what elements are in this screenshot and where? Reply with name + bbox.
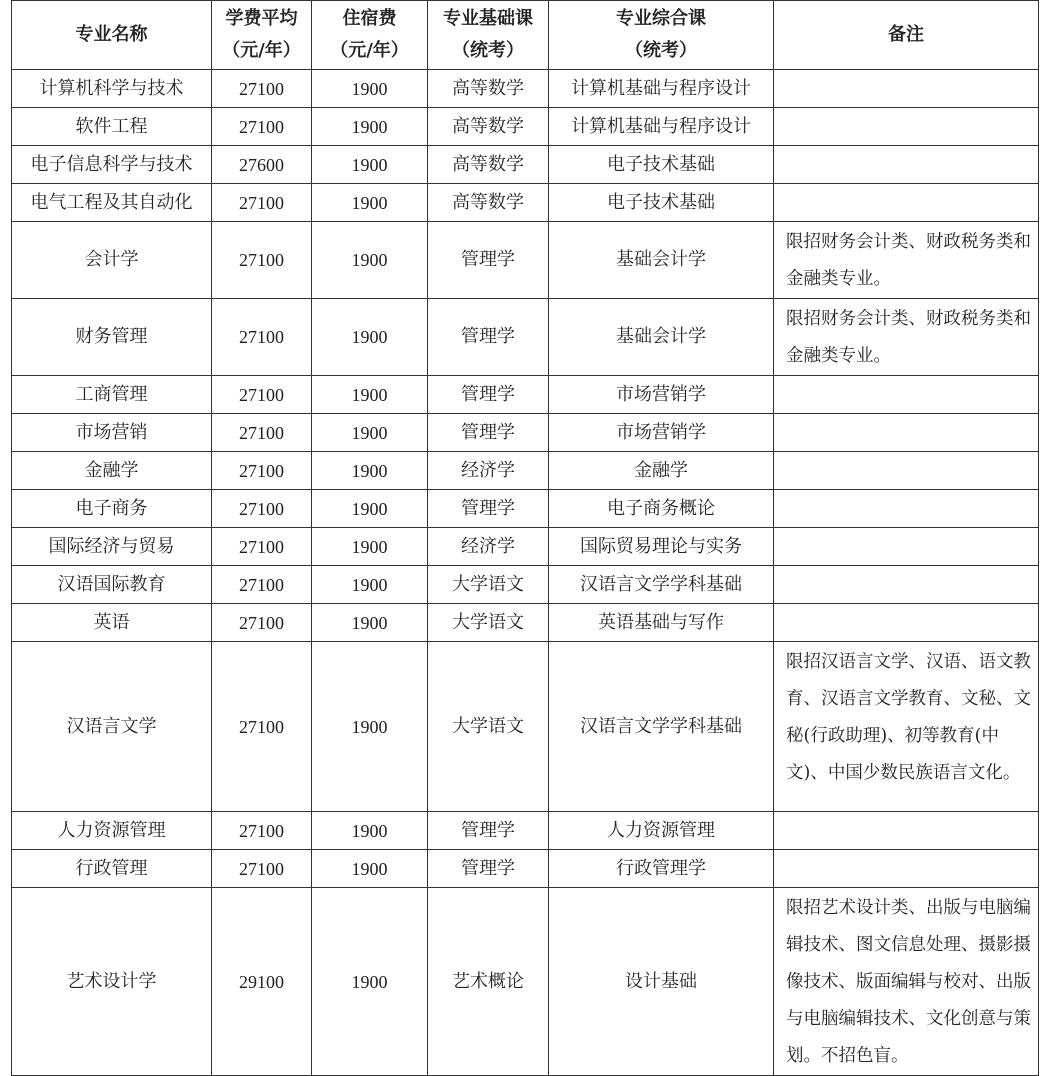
comprehensive-course-cell: 人力资源管理 — [549, 812, 774, 850]
dorm-cell: 1900 — [312, 850, 428, 888]
note-cell — [774, 108, 1039, 146]
major-cell: 财务管理 — [12, 299, 212, 376]
table-row — [12, 299, 1039, 376]
note-cell — [774, 490, 1039, 528]
dorm-cell: 1900 — [312, 222, 428, 299]
tuition-cell: 27100 — [212, 222, 312, 299]
tuition-cell: 27100 — [212, 812, 312, 850]
note-cell — [774, 184, 1039, 222]
dorm-cell: 1900 — [312, 146, 428, 184]
dorm-cell: 1900 — [312, 184, 428, 222]
basic-course-cell: 经济学 — [428, 452, 549, 490]
admission-table — [11, 0, 1039, 1076]
note-cell — [774, 566, 1039, 604]
dorm-cell: 1900 — [312, 299, 428, 376]
note-cell — [774, 812, 1039, 850]
basic-course-cell: 管理学 — [428, 376, 549, 414]
comprehensive-course-cell: 金融学 — [549, 452, 774, 490]
table-row — [12, 566, 1039, 604]
table-row — [12, 146, 1039, 184]
major-cell: 工商管理 — [12, 376, 212, 414]
tuition-cell: 27100 — [212, 70, 312, 108]
tuition-cell: 27100 — [212, 490, 312, 528]
tuition-cell: 27100 — [212, 604, 312, 642]
basic-course-cell: 管理学 — [428, 812, 549, 850]
major-cell: 英语 — [12, 604, 212, 642]
basic-course-cell: 管理学 — [428, 222, 549, 299]
major-cell: 电气工程及其自动化 — [12, 184, 212, 222]
comprehensive-course-cell: 行政管理学 — [549, 850, 774, 888]
note-cell — [774, 146, 1039, 184]
admission-table-container — [11, 0, 1039, 1076]
header-note: 备注 — [774, 1, 1039, 70]
comprehensive-course-cell: 市场营销学 — [549, 376, 774, 414]
header-dorm: 住宿费 （元/年） — [312, 1, 428, 70]
tuition-cell: 29100 — [212, 888, 312, 1076]
table-row — [12, 490, 1039, 528]
tuition-cell: 27600 — [212, 146, 312, 184]
dorm-cell: 1900 — [312, 108, 428, 146]
comprehensive-course-cell: 电子技术基础 — [549, 184, 774, 222]
note-cell — [774, 70, 1039, 108]
comprehensive-course-cell: 英语基础与写作 — [549, 604, 774, 642]
tuition-cell: 27100 — [212, 108, 312, 146]
table-row — [12, 888, 1039, 1076]
basic-course-cell: 高等数学 — [428, 146, 549, 184]
major-cell: 汉语国际教育 — [12, 566, 212, 604]
comprehensive-course-cell: 汉语言文学学科基础 — [549, 642, 774, 812]
note-cell: 限招财务会计类、财政税务类和金融类专业。 — [774, 222, 1039, 299]
major-cell: 艺术设计学 — [12, 888, 212, 1076]
note-cell — [774, 528, 1039, 566]
basic-course-cell: 管理学 — [428, 490, 549, 528]
note-cell — [774, 850, 1039, 888]
dorm-cell: 1900 — [312, 566, 428, 604]
basic-course-cell: 大学语文 — [428, 566, 549, 604]
table-row — [12, 108, 1039, 146]
note-cell — [774, 376, 1039, 414]
basic-course-cell: 经济学 — [428, 528, 549, 566]
dorm-cell: 1900 — [312, 888, 428, 1076]
major-cell: 计算机科学与技术 — [12, 70, 212, 108]
comprehensive-course-cell: 设计基础 — [549, 888, 774, 1076]
tuition-cell: 27100 — [212, 642, 312, 812]
comprehensive-course-cell: 国际贸易理论与实务 — [549, 528, 774, 566]
comprehensive-course-cell: 电子技术基础 — [549, 146, 774, 184]
table-row — [12, 604, 1039, 642]
major-cell: 会计学 — [12, 222, 212, 299]
major-cell: 行政管理 — [12, 850, 212, 888]
basic-course-cell: 高等数学 — [428, 184, 549, 222]
dorm-cell: 1900 — [312, 604, 428, 642]
basic-course-cell: 管理学 — [428, 850, 549, 888]
comprehensive-course-cell: 计算机基础与程序设计 — [549, 108, 774, 146]
major-cell: 国际经济与贸易 — [12, 528, 212, 566]
header-comprehensive-course: 专业综合课 （统考） — [549, 1, 774, 70]
major-cell: 电子商务 — [12, 490, 212, 528]
major-cell: 市场营销 — [12, 414, 212, 452]
table-row — [12, 642, 1039, 812]
note-cell: 限招汉语言文学、汉语、语文教育、汉语言文学教育、文秘、文秘(行政助理)、初等教育(中文)、中国少数民族语言文化。 — [774, 642, 1039, 812]
major-cell: 汉语言文学 — [12, 642, 212, 812]
tuition-cell: 27100 — [212, 452, 312, 490]
basic-course-cell: 管理学 — [428, 414, 549, 452]
dorm-cell: 1900 — [312, 490, 428, 528]
basic-course-cell: 艺术概论 — [428, 888, 549, 1076]
major-cell: 人力资源管理 — [12, 812, 212, 850]
note-cell — [774, 414, 1039, 452]
major-cell: 电子信息科学与技术 — [12, 146, 212, 184]
comprehensive-course-cell: 基础会计学 — [549, 299, 774, 376]
tuition-cell: 27100 — [212, 528, 312, 566]
note-cell: 限招艺术设计类、出版与电脑编辑技术、图文信息处理、摄影摄像技术、版面编辑与校对、出版与电脑编辑技术、文化创意与策划。不招色盲。 — [774, 888, 1039, 1076]
tuition-cell: 27100 — [212, 566, 312, 604]
basic-course-cell: 大学语文 — [428, 604, 549, 642]
note-cell: 限招财务会计类、财政税务类和金融类专业。 — [774, 299, 1039, 376]
tuition-cell: 27100 — [212, 299, 312, 376]
note-cell — [774, 452, 1039, 490]
basic-course-cell: 高等数学 — [428, 70, 549, 108]
dorm-cell: 1900 — [312, 414, 428, 452]
tuition-cell: 27100 — [212, 414, 312, 452]
table-row — [12, 414, 1039, 452]
table-row — [12, 452, 1039, 490]
note-cell — [774, 604, 1039, 642]
header-major: 专业名称 — [12, 1, 212, 70]
header-tuition: 学费平均 （元/年） — [212, 1, 312, 70]
dorm-cell: 1900 — [312, 812, 428, 850]
comprehensive-course-cell: 计算机基础与程序设计 — [549, 70, 774, 108]
tuition-cell: 27100 — [212, 850, 312, 888]
table-row — [12, 70, 1039, 108]
comprehensive-course-cell: 汉语言文学学科基础 — [549, 566, 774, 604]
dorm-cell: 1900 — [312, 452, 428, 490]
table-row — [12, 222, 1039, 299]
header-basic-course: 专业基础课 （统考） — [428, 1, 549, 70]
basic-course-cell: 管理学 — [428, 299, 549, 376]
comprehensive-course-cell: 基础会计学 — [549, 222, 774, 299]
major-cell: 软件工程 — [12, 108, 212, 146]
table-row — [12, 812, 1039, 850]
table-row — [12, 376, 1039, 414]
tuition-cell: 27100 — [212, 376, 312, 414]
dorm-cell: 1900 — [312, 642, 428, 812]
dorm-cell: 1900 — [312, 528, 428, 566]
tuition-cell: 27100 — [212, 184, 312, 222]
dorm-cell: 1900 — [312, 376, 428, 414]
basic-course-cell: 大学语文 — [428, 642, 549, 812]
table-row — [12, 850, 1039, 888]
table-row — [12, 528, 1039, 566]
header-row — [12, 1, 1039, 70]
table-body — [12, 70, 1039, 1076]
comprehensive-course-cell: 市场营销学 — [549, 414, 774, 452]
basic-course-cell: 高等数学 — [428, 108, 549, 146]
comprehensive-course-cell: 电子商务概论 — [549, 490, 774, 528]
table-row — [12, 184, 1039, 222]
major-cell: 金融学 — [12, 452, 212, 490]
dorm-cell: 1900 — [312, 70, 428, 108]
